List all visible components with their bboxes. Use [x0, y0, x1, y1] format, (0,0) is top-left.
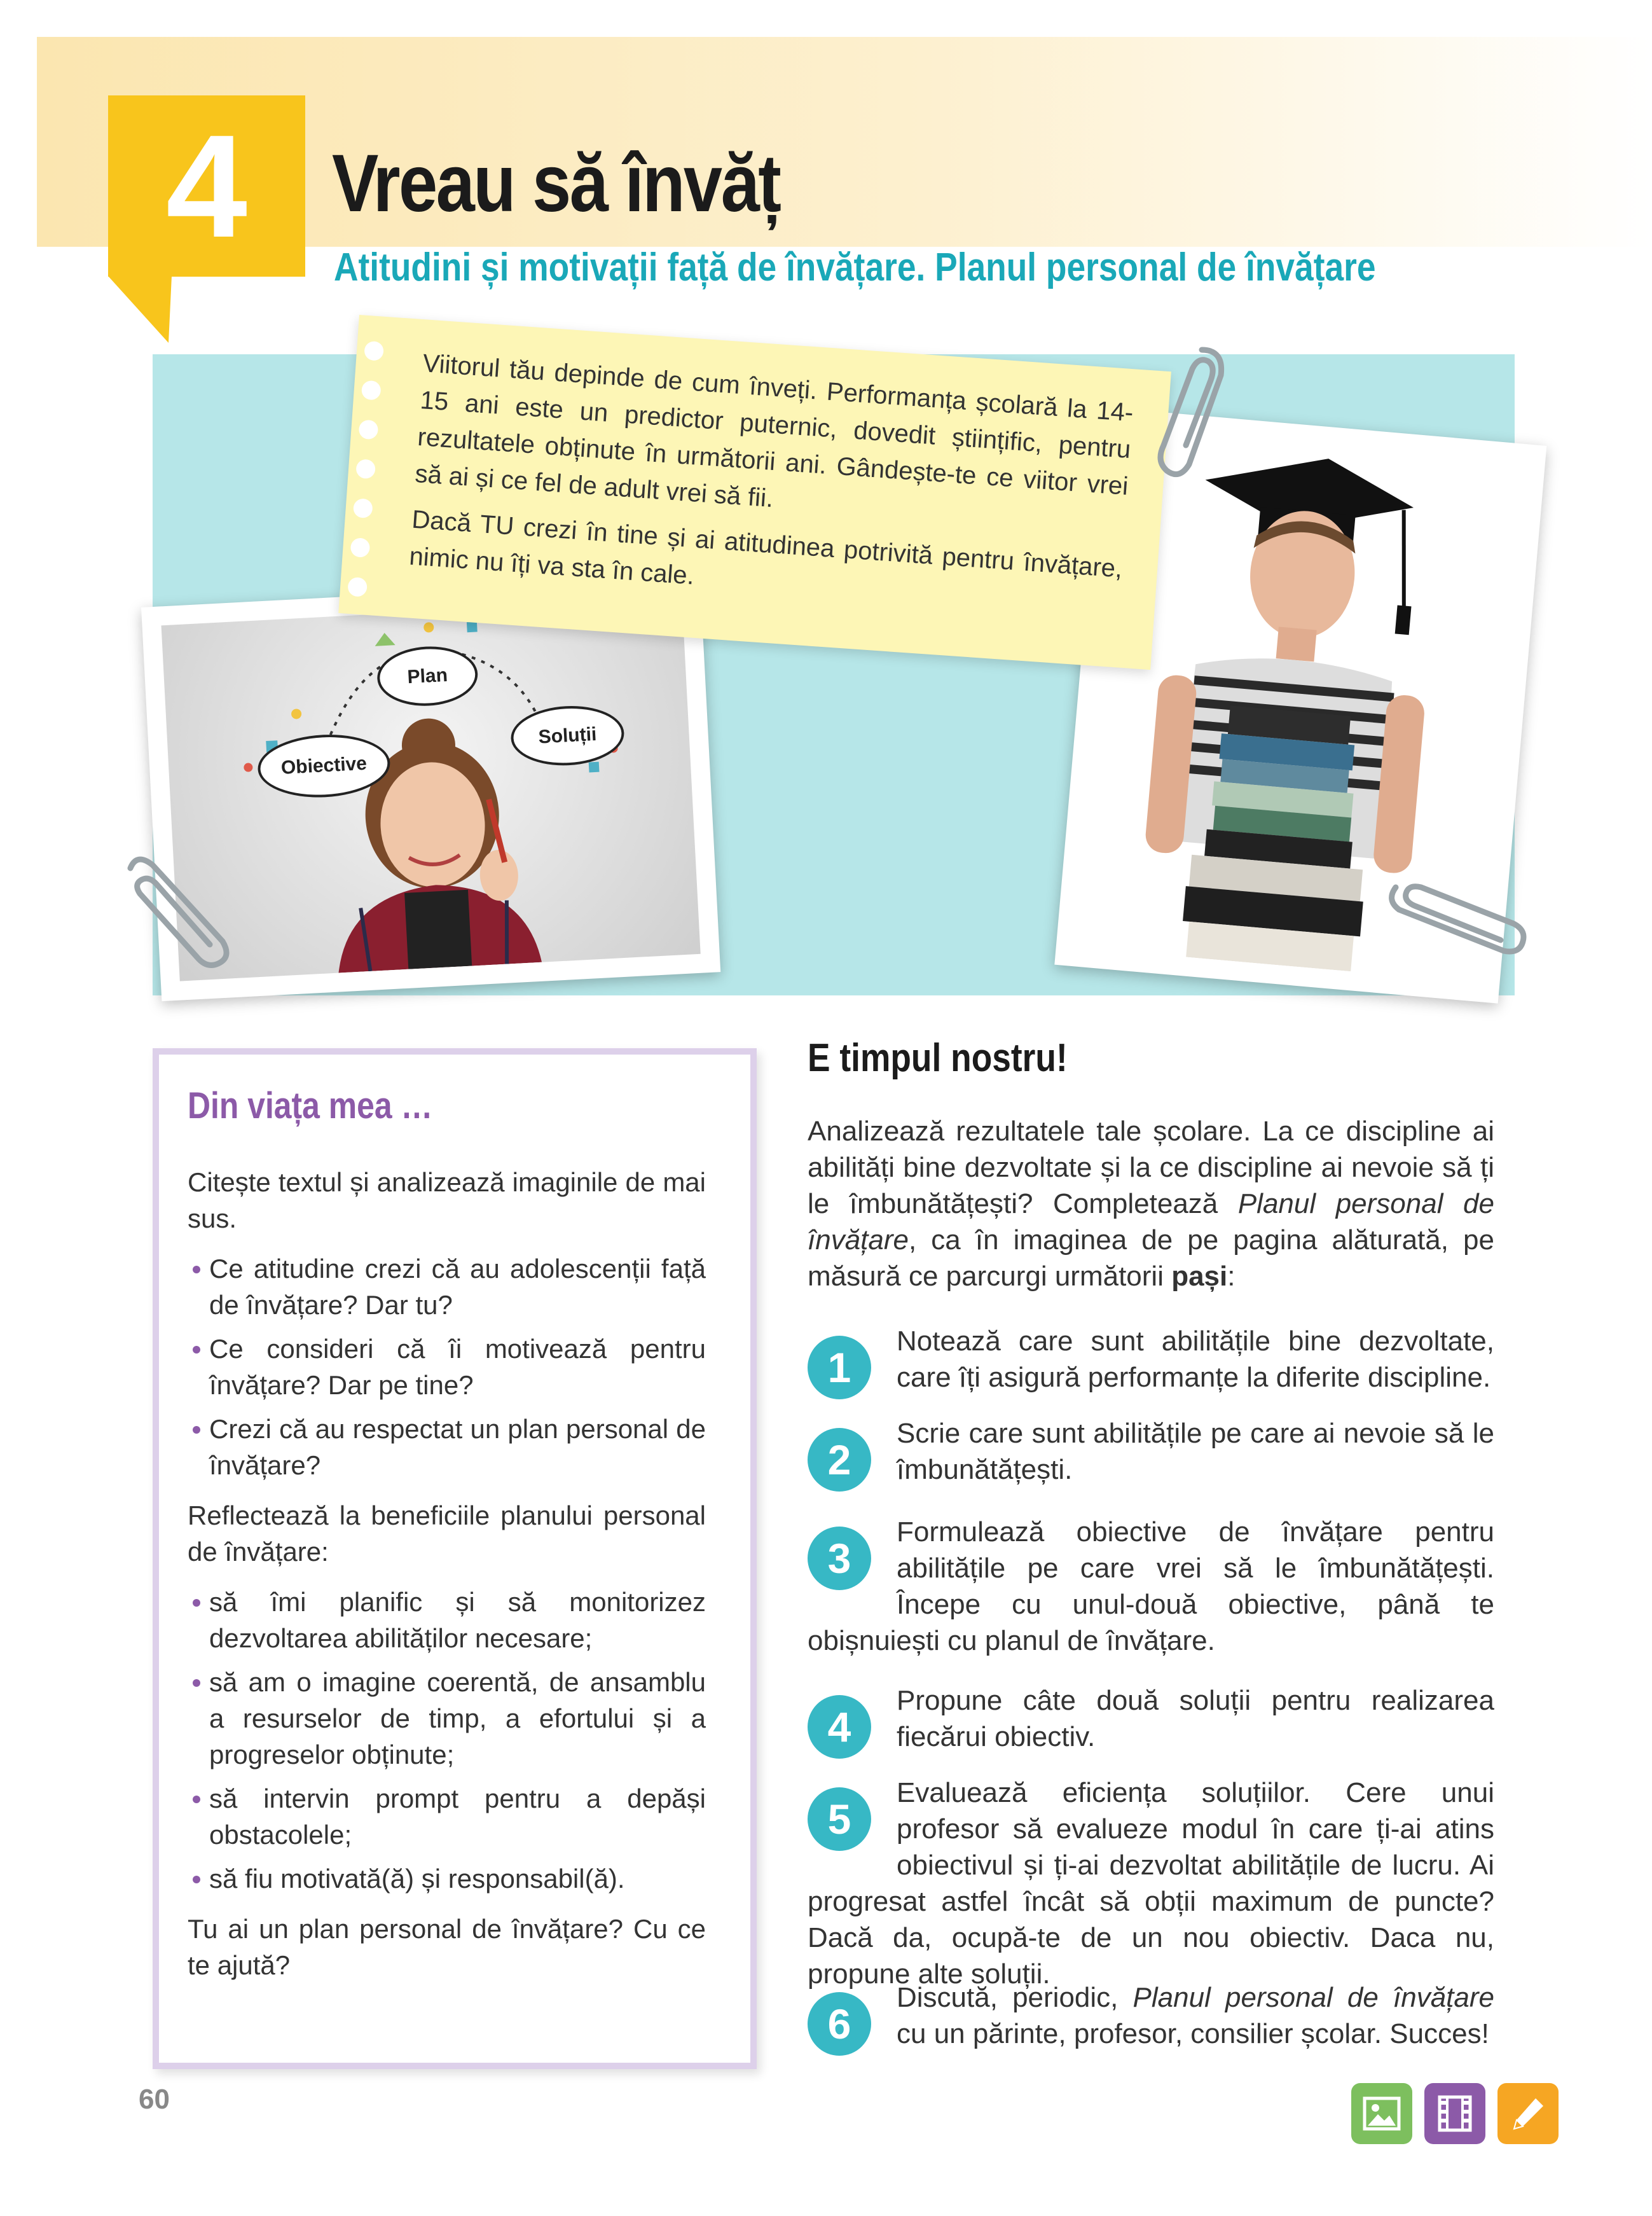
page-subtitle: Atitudini și motivații față de învățare. Planul personal de învățare: [334, 246, 1376, 289]
list-item: Ce consideri că îi motivează pentru învățare? Dar pe tine?: [188, 1331, 706, 1403]
list-item: Ce atitudine crezi că au adolescenții față de învățare? Dar tu?: [188, 1250, 706, 1323]
step-1: [808, 1323, 1494, 1402]
step-number-badge: 5: [808, 1787, 871, 1851]
page-number: 60: [139, 2084, 170, 2115]
e-timpul-intro: Analizează rezultatele tale școlare. La ce discipline ai abilități bine dezvoltate și la ce discipline ai nevoie să ți le îmbunătățești? Completează Planul personal de învățare, ca în imaginea de pe pagina alăturată, pe măsură ce parcurgi următorii pași:: [808, 1116, 1494, 1292]
step-6: [808, 1979, 1494, 2058]
step-number-badge: 2: [808, 1428, 871, 1492]
benefit-list: [188, 1584, 706, 1897]
list-item: să am o imagine coerentă, de ansamblu a resurselor de timp, a efortului și a progreselor obținute;: [188, 1664, 706, 1773]
note-text: [408, 345, 1135, 633]
obiective-bubble: Obiective: [256, 731, 392, 801]
note-paragraph-2: Dacă TU crezi în tine și ai atitudinea potrivită pentru învățare, nimic nu îți va sta în cale.: [408, 505, 1124, 590]
paper-clip-icon: [1145, 343, 1234, 483]
image-icon[interactable]: [1351, 2083, 1412, 2144]
e-timpul-nostru-title: E timpul nostru!: [808, 1036, 1068, 1080]
paper-clip-icon: [118, 849, 232, 970]
din-viata-mea-title: Din viața mea …: [188, 1085, 433, 1126]
step-text: Evaluează eficiența soluțiilor. Cere unui profesor să evalueze modul în care ți-ai atins obiectivul și ți-ai dezvoltat abilitățile de lucru. Ai progresat astfel încât să obții maximum de puncte? Dacă da, ocupă-te de un nou obiectiv. Daca nu, propune alte soluții.: [808, 1777, 1494, 1990]
step-3: [808, 1514, 1494, 1659]
step-text: Notează care sunt abilitățile bine dezvoltate, care îți asigură performanțe la diferite discipline.: [897, 1326, 1494, 1393]
lesson-tab-tail: [108, 276, 172, 346]
paper-clip-icon: [1383, 871, 1529, 960]
step-text: Scrie care sunt abilitățile pe care ai nevoie să le îmbunătățești.: [897, 1418, 1494, 1485]
list-item: să îmi planific și să monitorizez dezvoltarea abilităților necesare;: [188, 1584, 706, 1656]
din-viata-intro: Citește textul și analizează imaginile de mai sus.: [188, 1167, 706, 1233]
list-item: să fiu motivată(ă) și responsabil(ă).: [188, 1860, 706, 1897]
closing-question: Tu ai un plan personal de învățare? Cu ce te ajută?: [188, 1914, 706, 1980]
film-icon[interactable]: [1424, 2083, 1485, 2144]
step-text: Discută, periodic, Planul personal de învățare cu un părinte, profesor, consilier școlar. Succes!: [897, 1982, 1494, 2049]
step-number-badge: 3: [808, 1527, 871, 1590]
solutii-bubble: Soluții: [509, 703, 626, 768]
page-title: Vreau să învăț: [332, 138, 780, 229]
din-viata-mea-content: [188, 1164, 706, 1997]
step-text: Formulează obiective de învățare pentru abilitățile pe care vrei să le îmbunătățești. Începe cu unul-două obiective, până te obișnuiești cu planul de învățare.: [808, 1516, 1494, 1656]
pencil-icon[interactable]: [1497, 2083, 1559, 2144]
question-list: [188, 1250, 706, 1483]
lesson-number: 4: [166, 104, 247, 268]
step-4: [808, 1682, 1494, 1761]
step-number-badge: 6: [808, 1992, 871, 2056]
step-5: [808, 1775, 1494, 1992]
reflect-text: Reflectează la beneficiile planului personal de învățare:: [188, 1500, 706, 1567]
list-item: să intervin prompt pentru a depăși obstacolele;: [188, 1780, 706, 1853]
step-2: [808, 1415, 1494, 1494]
step-number-badge: 1: [808, 1336, 871, 1399]
sticky-note: [338, 315, 1171, 670]
plan-bubble: Plan: [376, 644, 479, 709]
step-number-badge: 4: [808, 1695, 871, 1759]
note-paragraph-1: Viitorul tău depinde de cum înveți. Performanța școlară la 14-15 ani este un predictor puternic, dovedit științific, pentru rezultatele obținute în următorii ani. Gândește-te ce viitor vrei să ai și ce fel de adult vrei să fii.: [414, 349, 1134, 513]
step-text: Propune câte două soluții pentru realizarea fiecărui obiectiv.: [897, 1685, 1494, 1752]
list-item: Crezi că au respectat un plan personal de învățare?: [188, 1411, 706, 1483]
